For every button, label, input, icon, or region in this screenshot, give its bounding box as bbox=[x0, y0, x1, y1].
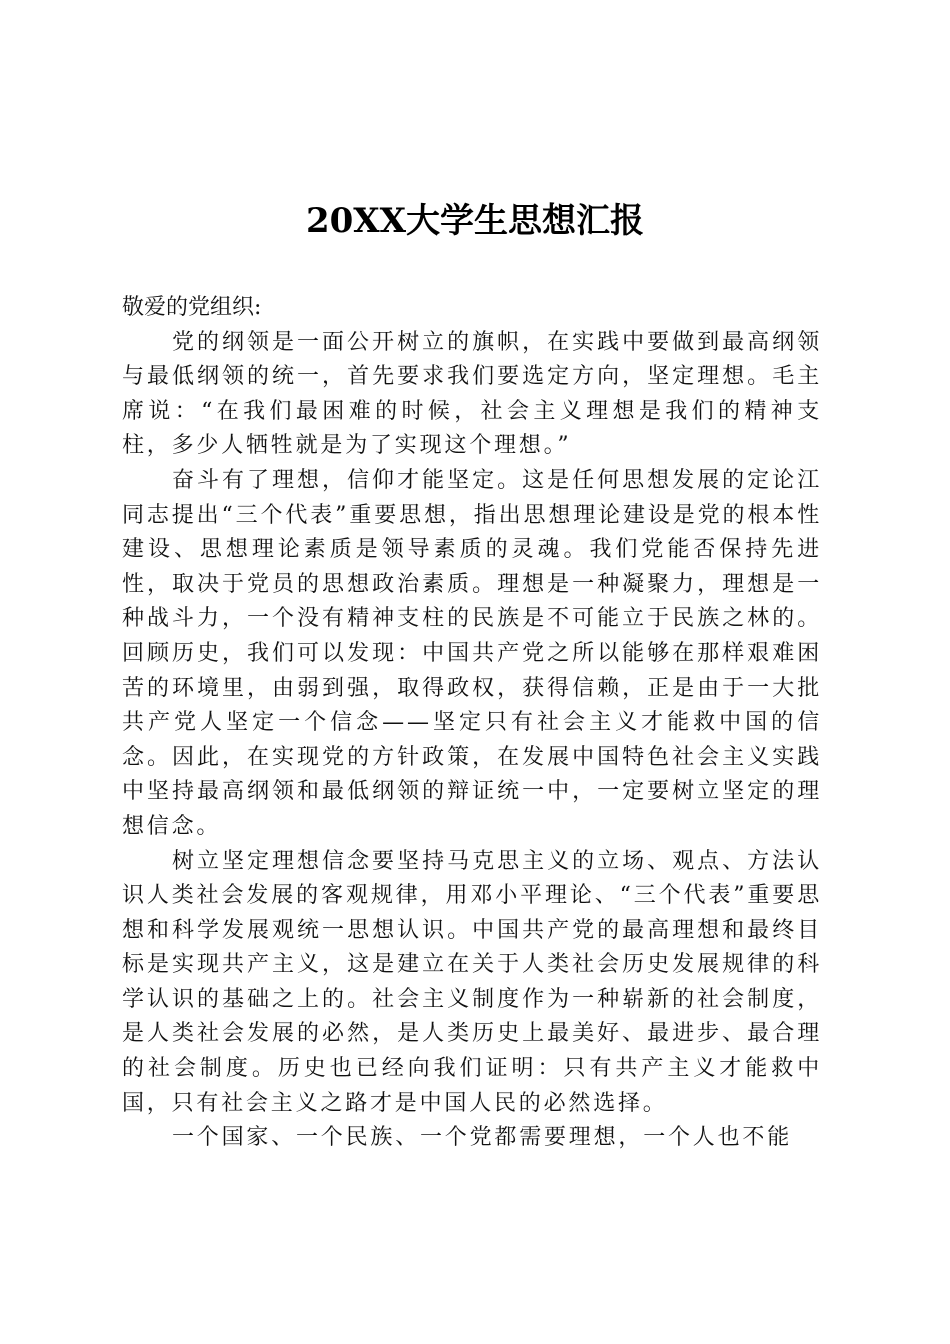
document-title: 20XX大学生思想汇报 bbox=[305, 201, 645, 241]
paragraph-1: 党的纲领是一面公开树立的旗帜，在实践中要做到最高纲领与最低纲领的统一，首先要求我们要选定方向，坚定理想。毛主席说：“在我们最困难的时候，社会主义理想是我们的精神支柱，多少人牺牲就是为了实现这个理想。” bbox=[122, 329, 822, 459]
paragraph-2: 奋斗有了理想，信仰才能坚定。这是任何思想发展的定论江同志提出“三个代表”重要思想，指出思想理论建设是党的根本性建设、思想理论素质是领导素质的灵魂。我们党能否保持先进性，取决于党员的思想政治素质。理想是一种凝聚力，理想是一种战斗力，一个没有精神支柱的民族是不可能立于民族之林的。回顾历史，我们可以发现：中国共产党之所以能够在那样艰难困苦的环境里，由弱到强，取得政权，获得信赖，正是由于一大批共产党人坚定一个信念——坚定只有社会主义才能救中国的信念。因此，在实现党的方针政策，在发展中国特色社会主义实践中坚持最高纲领和最低纲领的辩证统一中，一定要树立坚定的理想信念。 bbox=[122, 467, 822, 839]
document-body bbox=[122, 291, 822, 1156]
salutation: 敬爱的党组织: bbox=[122, 295, 262, 320]
paragraph-4: 一个国家、一个民族、一个党都需要理想，一个人也不能 bbox=[172, 1125, 793, 1151]
paragraph-3: 树立坚定理想信念要坚持马克思主义的立场、观点、方法认识人类社会发展的客观规律，用邓小平理论、“三个代表”重要思想和科学发展观统一思想认识。中国共产党的最高理想和最终目标是实现共产主义，这是建立在关于人类社会历史发展规律的科学认识的基础之上的。社会主义制度作为一种崭新的社会制度，是人类社会发展的必然，是人类历史上最美好、最进步、最合理的社会制度。历史也已经向我们证明：只有共产主义才能救中国，只有社会主义之路才是中国人民的必然选择。 bbox=[122, 848, 822, 1116]
